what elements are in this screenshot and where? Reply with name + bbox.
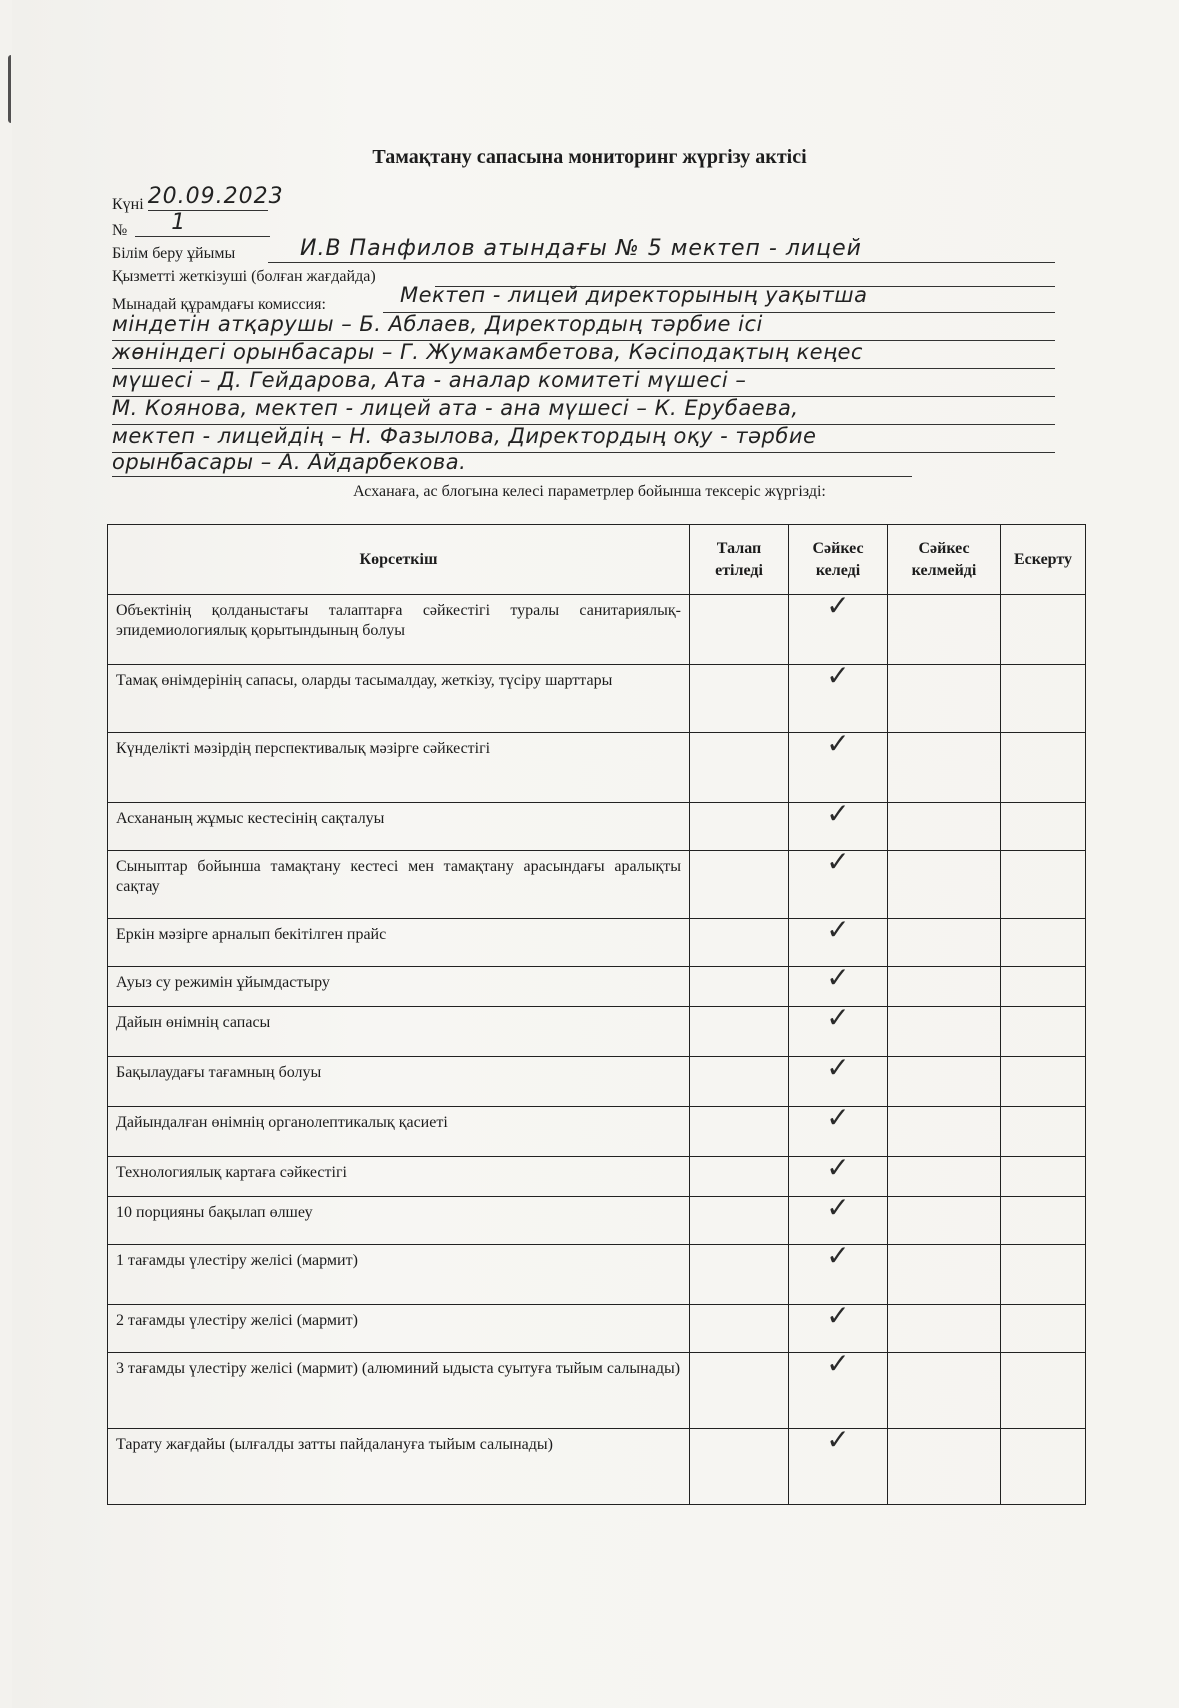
row-noncompliant-cell <box>888 919 1001 967</box>
row-note-cell <box>1001 1197 1086 1245</box>
col-header-indicator: Көрсеткіш <box>108 525 690 595</box>
row-indicator-label: 10 порцияны бақылап өлшеу <box>108 1197 690 1245</box>
commission-line-3: жөніндегі орынбасары – Г. Жумакамбетова, Кәсіподақтың кеңес <box>112 340 863 364</box>
commission-label: Мынадай құрамдағы комиссия: <box>112 296 326 313</box>
row-required-cell <box>690 665 789 733</box>
row-noncompliant-cell <box>888 1305 1001 1353</box>
table-row <box>108 595 1086 665</box>
row-indicator-label: Тарату жағдайы (ылғалды затты пайдалануға тыйым салынады) <box>108 1429 690 1505</box>
checkmark-icon: ✓ <box>826 845 850 878</box>
row-note-cell <box>1001 1353 1086 1429</box>
table-row <box>108 665 1086 733</box>
checkmark-icon: ✓ <box>826 797 850 830</box>
row-noncompliant-cell <box>888 1353 1001 1429</box>
col-header-noncompliant: Сәйкес келмейді <box>888 525 1001 595</box>
row-indicator-label: Бақылаудағы тағамның болуы <box>108 1057 690 1107</box>
row-note-cell <box>1001 851 1086 919</box>
row-required-cell <box>690 1057 789 1107</box>
org-underline <box>268 262 1055 263</box>
table-row <box>108 1057 1086 1107</box>
row-note-cell <box>1001 1107 1086 1157</box>
date-value: 20.09.2023 <box>147 184 284 209</box>
row-noncompliant-cell <box>888 1107 1001 1157</box>
checkmark-icon: ✓ <box>826 1347 850 1380</box>
row-required-cell <box>690 1429 789 1505</box>
row-note-cell <box>1001 1429 1086 1505</box>
row-note-cell <box>1001 919 1086 967</box>
table-row <box>108 803 1086 851</box>
row-note-cell <box>1001 967 1086 1007</box>
org-value: И.В Панфилов атындағы № 5 мектеп - лицей <box>300 236 862 261</box>
checkmark-icon: ✓ <box>826 659 850 692</box>
row-noncompliant-cell <box>888 1429 1001 1505</box>
row-compliant-cell <box>789 1299 888 1353</box>
table-row <box>108 1429 1086 1505</box>
row-required-cell <box>690 1007 789 1057</box>
row-compliant-cell <box>789 913 888 967</box>
commission-line-7: орынбасары – А. Айдарбекова. <box>112 450 467 474</box>
row-note-cell <box>1001 1057 1086 1107</box>
org-row <box>112 245 235 263</box>
row-note-cell <box>1001 1157 1086 1197</box>
checkmark-icon: ✓ <box>826 589 850 622</box>
row-indicator-label: Дайын өнімнің сапасы <box>108 1007 690 1057</box>
row-noncompliant-cell <box>888 803 1001 851</box>
row-note-cell <box>1001 665 1086 733</box>
row-note-cell <box>1001 733 1086 803</box>
commission-line-2: міндетін атқарушы – Б. Аблаев, Директордың тәрбие ісі <box>112 312 763 336</box>
commission-line-6: мектеп - лицейдің – Н. Фазылова, Директордың оқу - тәрбие <box>112 424 817 448</box>
row-compliant-cell <box>789 659 888 733</box>
inspection-table <box>107 524 1086 1505</box>
row-noncompliant-cell <box>888 733 1001 803</box>
row-indicator-label: Технологиялық картаға сәйкестігі <box>108 1157 690 1197</box>
row-note-cell <box>1001 595 1086 665</box>
row-indicator-label: Объектінің қолданыстағы талаптарға сәйкестігі туралы санитариялық-эпидемиологиялық қорытындының болуы <box>108 595 690 665</box>
row-compliant-cell <box>789 589 888 665</box>
date-row <box>112 184 284 215</box>
checkmark-icon: ✓ <box>826 961 850 994</box>
table-row <box>108 1353 1086 1429</box>
checkmark-icon: ✓ <box>826 1239 850 1272</box>
checkmark-icon: ✓ <box>826 1423 850 1456</box>
row-required-cell <box>690 1353 789 1429</box>
inspection-subtitle: Асханаға, ас блогына келесі параметрлер бойынша тексеріс жүргізді: <box>353 483 826 500</box>
row-required-cell <box>690 803 789 851</box>
row-indicator-label: Ауыз су режимін ұйымдастыру <box>108 967 690 1007</box>
binder-mark <box>8 55 17 123</box>
row-noncompliant-cell <box>888 967 1001 1007</box>
row-indicator-label: Күнделікті мәзірдің перспективалық мәзірге сәйкестігі <box>108 733 690 803</box>
table-row <box>108 851 1086 919</box>
row-compliant-cell <box>789 1423 888 1505</box>
row-required-cell <box>690 1157 789 1197</box>
col-header-required: Талап етіледі <box>690 525 789 595</box>
row-required-cell <box>690 851 789 919</box>
col-header-compliant: Сәйкес келеді <box>789 525 888 595</box>
provider-label: Қызметті жеткізуші (болған жағдайда) <box>112 268 376 285</box>
row-indicator-label: Еркін мәзірге арналып бекітілген прайс <box>108 919 690 967</box>
row-noncompliant-cell <box>888 665 1001 733</box>
number-underline <box>135 236 270 237</box>
row-compliant-cell <box>789 1191 888 1245</box>
row-compliant-cell <box>789 1001 888 1057</box>
org-label: Білім беру ұйымы <box>112 245 236 262</box>
number-value: 1 <box>171 210 187 235</box>
row-noncompliant-cell <box>888 595 1001 665</box>
table-row <box>108 1007 1086 1057</box>
number-row <box>112 210 187 241</box>
row-indicator-label: Дайындалған өнімнің органолептикалық қасиеті <box>108 1107 690 1157</box>
commission-line-5: М. Коянова, мектеп - лицей ата - ана мүшесі – К. Ерубаева, <box>112 396 799 420</box>
row-indicator-label: 2 тағамды үлестіру желісі (мармит) <box>108 1305 690 1353</box>
row-compliant-cell <box>789 1051 888 1107</box>
table-row <box>108 733 1086 803</box>
row-compliant-cell <box>789 845 888 919</box>
checkmark-icon: ✓ <box>826 1001 850 1034</box>
row-compliant-cell <box>789 797 888 851</box>
row-indicator-label: 3 тағамды үлестіру желісі (мармит) (алюминий ыдыста суытуға тыйым салынады) <box>108 1353 690 1429</box>
row-indicator-label: Тамақ өнімдерінің сапасы, оларды тасымалдау, жеткізу, түсіру шарттары <box>108 665 690 733</box>
row-noncompliant-cell <box>888 1057 1001 1107</box>
table-row <box>108 919 1086 967</box>
row-note-cell <box>1001 1245 1086 1305</box>
row-required-cell <box>690 1245 789 1305</box>
checkmark-icon: ✓ <box>826 1051 850 1084</box>
row-indicator-label: 1 тағамды үлестіру желісі (мармит) <box>108 1245 690 1305</box>
table-row <box>108 1197 1086 1245</box>
table-row <box>108 1157 1086 1197</box>
row-compliant-cell <box>789 1239 888 1305</box>
table-row <box>108 1305 1086 1353</box>
row-indicator-label: Асхананың жұмыс кестесінің сақталуы <box>108 803 690 851</box>
row-required-cell <box>690 967 789 1007</box>
checkmark-icon: ✓ <box>826 1299 850 1332</box>
row-noncompliant-cell <box>888 851 1001 919</box>
table-row <box>108 1107 1086 1157</box>
row-note-cell <box>1001 803 1086 851</box>
row-noncompliant-cell <box>888 1197 1001 1245</box>
row-noncompliant-cell <box>888 1007 1001 1057</box>
table-row <box>108 967 1086 1007</box>
row-required-cell <box>690 1197 789 1245</box>
row-required-cell <box>690 595 789 665</box>
date-label: Күні <box>112 196 144 213</box>
row-required-cell <box>690 733 789 803</box>
checkmark-icon: ✓ <box>826 727 850 760</box>
row-compliant-cell <box>789 727 888 803</box>
row-note-cell <box>1001 1007 1086 1057</box>
commission-underline-7 <box>112 476 912 477</box>
number-label: № <box>112 222 128 239</box>
checkmark-icon: ✓ <box>826 913 850 946</box>
table-header-row <box>108 525 1086 595</box>
commission-line-4: мүшесі – Д. Гейдарова, Ата - аналар комитеті мүшесі – <box>112 368 747 392</box>
commission-line-1: Мектеп - лицей директорының уақытша <box>400 283 868 307</box>
row-noncompliant-cell <box>888 1157 1001 1197</box>
checkmark-icon: ✓ <box>826 1191 850 1224</box>
checkmark-icon: ✓ <box>826 1101 850 1134</box>
col-header-note: Ескерту <box>1001 525 1086 595</box>
checkmark-icon: ✓ <box>826 1151 850 1184</box>
row-compliant-cell <box>789 1101 888 1157</box>
row-compliant-cell <box>789 1347 888 1429</box>
document-title: Тамақтану сапасына мониторинг жүргізу актісі <box>372 146 807 168</box>
table-row <box>108 1245 1086 1305</box>
row-noncompliant-cell <box>888 1245 1001 1305</box>
date-underline <box>148 210 268 211</box>
row-indicator-label: Сыныптар бойынша тамақтану кестесі мен тамақтану арасындағы аралықты сақтау <box>108 851 690 919</box>
row-note-cell <box>1001 1305 1086 1353</box>
row-required-cell <box>690 919 789 967</box>
row-required-cell <box>690 1107 789 1157</box>
row-required-cell <box>690 1305 789 1353</box>
